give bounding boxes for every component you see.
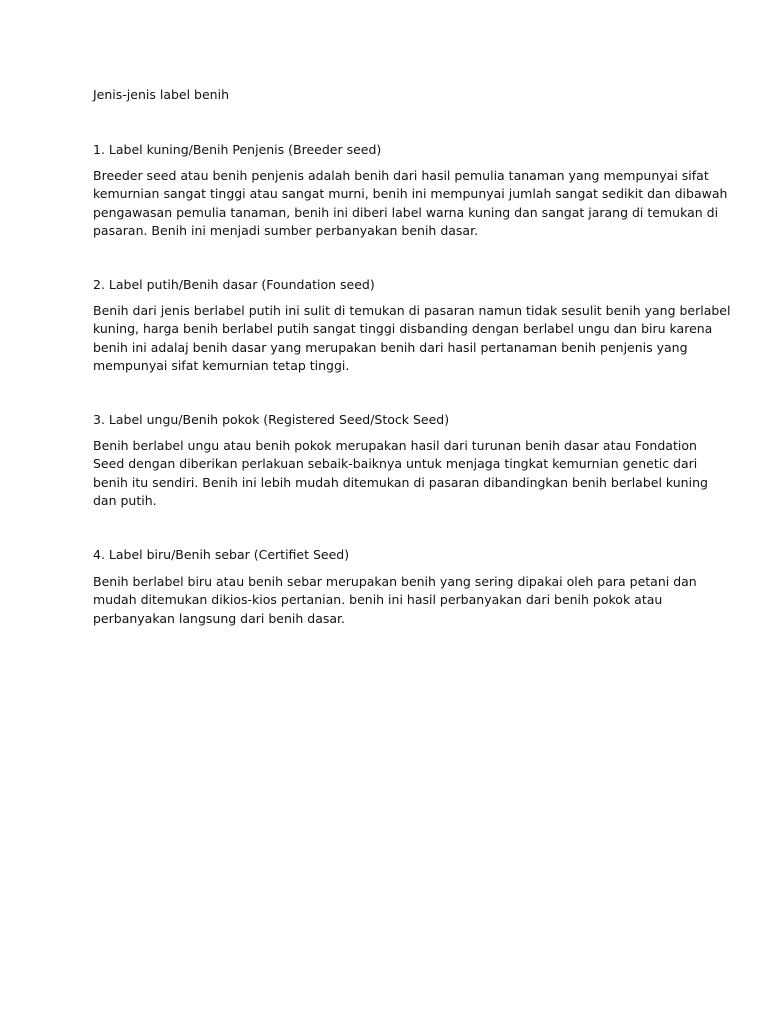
section-2-line-4: mempunyai sifat kemurnian tetap tinggi. [93,358,350,374]
section-3-line-1: Benih berlabel ungu atau benih pokok merupakan hasil dari turunan benih dasar atau Fondation [93,438,697,453]
section-4-heading: 4. Label biru/Benih sebar (Certifiet Seed) [93,547,350,562]
section-4-line-1: Benih berlabel biru atau benih sebar merupakan benih yang sering dipakai oleh para petani dan [93,574,697,589]
section-3-line-4: dan putih. [93,493,157,509]
section-3-heading: 3. Label ungu/Benih pokok (Registered Seed/Stock Seed) [93,412,450,427]
section-1-line-1: Breeder seed atau benih penjenis adalah benih dari hasil pemulia tanaman yang mempunyai sifat [93,168,709,183]
section-3-line-3: benih itu sendiri. Benih ini lebih mudah ditemukan di pasaran dibandingkan benih berlabel kuning [93,474,708,490]
section-3-body [93,437,708,511]
section-4-line-2: mudah ditemukan dikios-kios pertanian. benih ini hasil perbanyakan dari benih pokok atau [93,592,663,608]
section-2-line-3: benih ini adalaj benih dasar yang merupakan benih dari hasil pertanaman benih penjenis yang [93,339,688,355]
document-title: Jenis-jenis label benih [93,87,229,102]
section-1-body [93,167,728,241]
section-1-line-3: pengawasan pemulia tanaman, benih ini diberi label warna kuning dan sangat jarang di temukan di [93,204,719,220]
section-3-line-2: Seed dengan diberikan perlakuan sebaik-baiknya untuk menjaga tingkat kemurnian genetic dari [93,456,698,472]
section-1-heading: 1. Label kuning/Benih Penjenis (Breeder seed) [93,142,382,157]
section-4-body [93,573,697,628]
section-1-line-2: kemurnian sangat tinggi atau sangat murni, benih ini mempunyai jumlah sangat sedikit dan dibawah [93,186,728,202]
section-4-line-3: perbanyakan langsung dari benih dasar. [93,610,345,626]
section-1-line-4: pasaran. Benih ini menjadi sumber perbanyakan benih dasar. [93,223,479,239]
section-2-line-2: kuning, harga benih berlabel putih sangat tinggi disbanding dengan berlabel ungu dan biru karena [93,321,713,337]
section-2-body [93,302,731,376]
section-2-heading: 2. Label putih/Benih dasar (Foundation seed) [93,277,375,292]
section-2-line-1: Benih dari jenis berlabel putih ini sulit di temukan di pasaran namun tidak sesulit benih yang berlabel [93,303,731,318]
